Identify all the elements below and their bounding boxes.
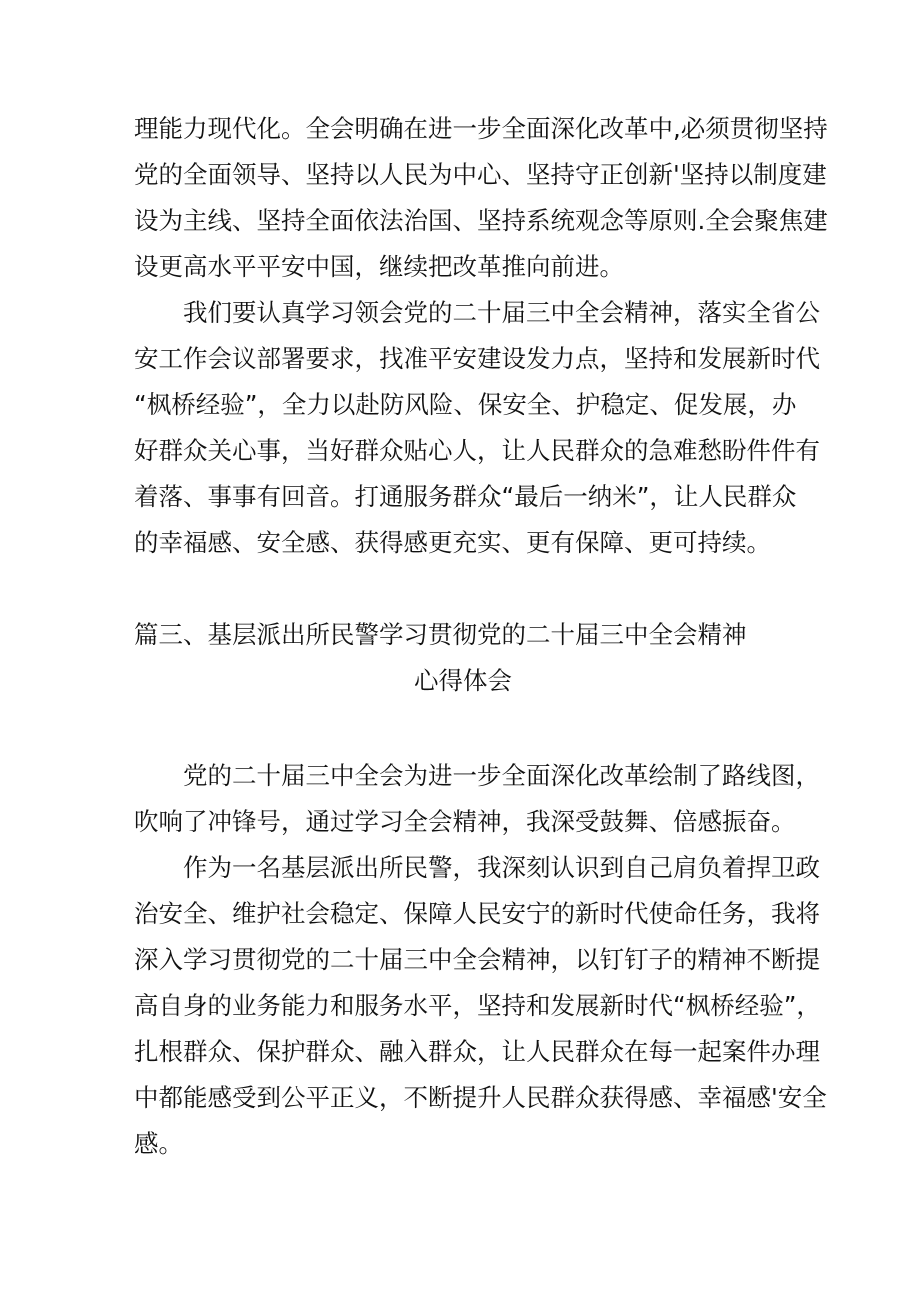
paragraph-line: 好群众关心事，当好群众贴心人，让人民群众的急难愁盼件件有 xyxy=(134,436,820,465)
paragraph-line: 设为主线、坚持全面依法治国、坚持系统观念等原则.全会聚焦建 xyxy=(134,206,828,235)
paragraph-line: 我们要认真学习领会党的二十届三中全会精神，落实全省公 xyxy=(183,298,820,327)
paragraph-line: 安工作会议部署要求，找准平安建设发力点，坚持和发展新时代 xyxy=(134,344,820,373)
paragraph-line: 党的二十届三中全会为进一步全面深化改革绘制了路线图， xyxy=(183,761,820,790)
section-subtitle: 心得体会 xyxy=(414,666,512,695)
paragraph-line: 作为一名基层派出所民警，我深刻认识到自己肩负着捍卫政 xyxy=(183,853,820,882)
paragraph-line: 高自身的业务能力和服务水平，坚持和发展新时代“枫桥经验”， xyxy=(134,991,821,1020)
paragraph-line: 深入学习贯彻党的二十届三中全会精神，以钉钉子的精神不断提 xyxy=(134,945,820,974)
paragraph-line: 设更高水平平安中国，继续把改革推向前进。 xyxy=(134,252,624,281)
paragraph-line: 理能力现代化。全会明确在进一步全面深化改革中,必须贯彻坚持 xyxy=(134,114,828,143)
paragraph-line: 扎根群众、保护群众、融入群众，让人民群众在每一起案件办理 xyxy=(134,1037,820,1066)
paragraph-line: 着落、事事有回音。打通服务群众“最后一纳米”，让人民群众 xyxy=(134,482,797,511)
paragraph-line: 中都能感受到公平正义，不断提升人民群众获得感、幸福感'安全 xyxy=(134,1083,827,1112)
paragraph-line: 的幸福感、安全感、获得感更充实、更有保障、更可持续。 xyxy=(134,528,771,557)
paragraph-line: 感。 xyxy=(134,1129,183,1158)
paragraph-line: 吹响了冲锋号，通过学习全会精神，我深受鼓舞、倍感振奋。 xyxy=(134,807,796,836)
paragraph-line: 治安全、维护社会稳定、保障人民安宁的新时代使命任务，我将 xyxy=(134,899,820,928)
paragraph-line: 党的全面领导、坚持以人民为中心、坚持守正创新'坚持以制度建 xyxy=(134,160,827,189)
paragraph-line: “枫桥经验”，全力以赴防风险、保安全、护稳定、促发展，办 xyxy=(134,390,797,419)
section-title: 篇三、基层派出所民警学习贯彻党的二十届三中全会精神 xyxy=(134,620,747,649)
